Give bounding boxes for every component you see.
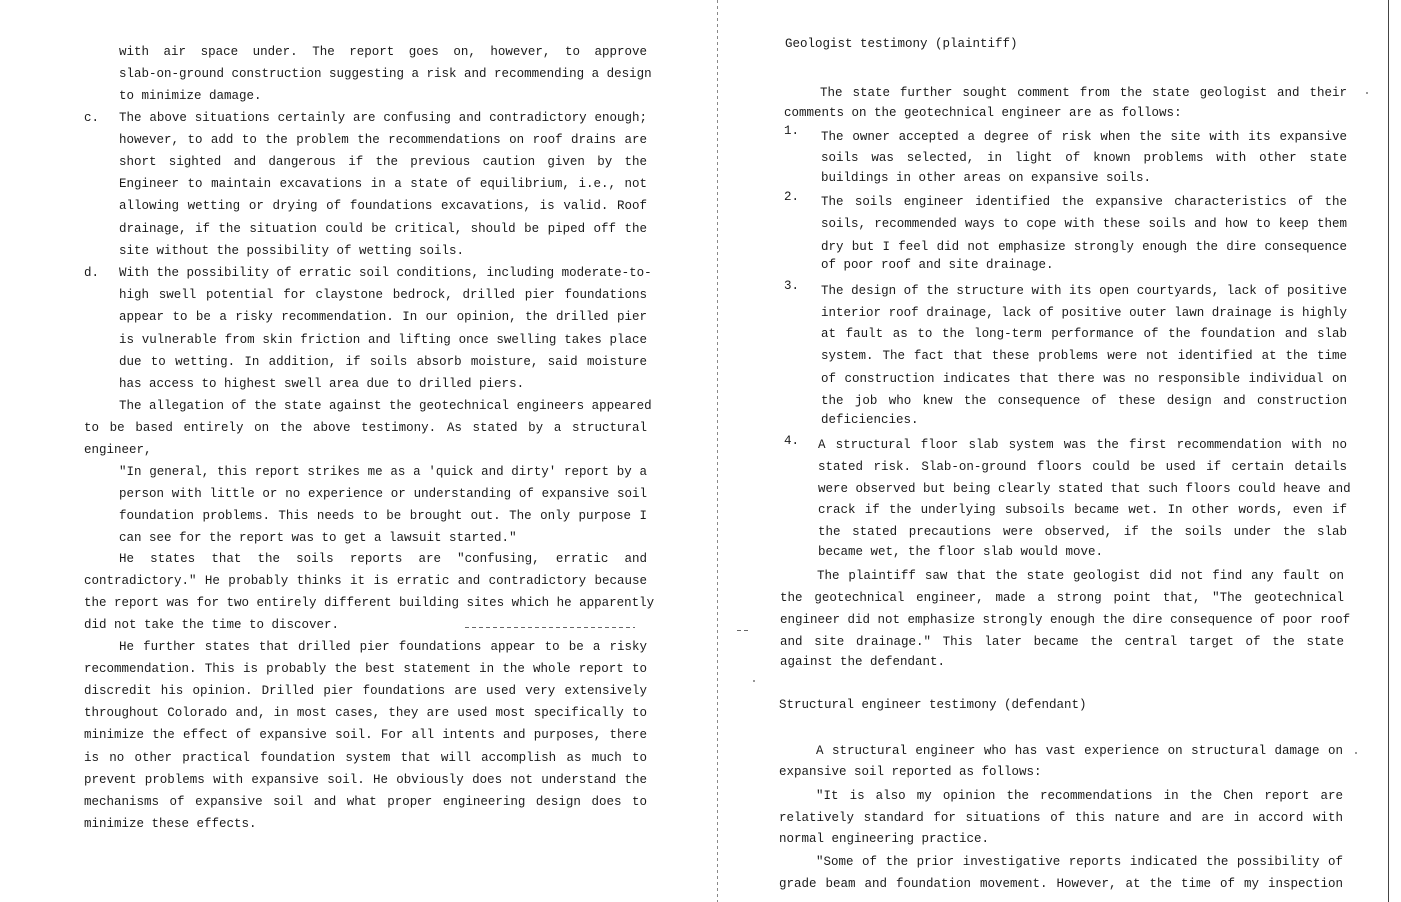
text-line: high swell potential for claystone bedrock, drilled pier foundations <box>119 288 647 302</box>
text-line: allowing wetting or drying of foundations excavations, is valid. Roof <box>119 199 647 213</box>
text-line: the report was for two entirely different building sites which he apparently <box>84 596 655 610</box>
text-line: is vulnerable from skin friction and lifting once swelling takes place <box>119 333 647 347</box>
item-label: c. <box>84 111 100 125</box>
quote-line: foundation problems. This needs to be brought out. The only purpose I <box>119 509 647 523</box>
quote-line: "In general, this report strikes me as a 'quick and dirty' report by a <box>119 465 647 479</box>
text-line: against the defendant. <box>780 655 946 669</box>
text-line: at fault as to the long-term performance of the foundation and slab <box>821 327 1347 341</box>
text-line: The owner accepted a degree of risk when the site with its expansive <box>821 130 1347 144</box>
item-label: 3. <box>784 279 800 293</box>
text-line: The allegation of the state against the geotechnical engineers appeared <box>119 399 652 413</box>
text-line: crack if the underlying subsoils became wet. In other words, even if <box>818 503 1347 517</box>
scan-speck <box>1366 92 1368 94</box>
text-line: with air space under. The report goes on, however, to approve <box>119 45 647 59</box>
quote-line: normal engineering practice. <box>779 832 990 846</box>
text-line: were observed but being clearly stated that such floors could heave and <box>818 482 1351 496</box>
text-line: minimize these effects. <box>84 817 257 831</box>
quote-line: grade beam and foundation movement. However, at the time of my inspection <box>779 877 1343 891</box>
text-line: did not take the time to discover. <box>84 618 340 632</box>
text-line: engineer, <box>84 443 152 457</box>
text-line: Engineer to maintain excavations in a state of equilibrium, i.e., not <box>119 177 647 191</box>
text-line: He states that the soils reports are "confusing, erratic and <box>119 552 647 566</box>
text-line: interior roof drainage, lack of positive outer lawn drainage is highly <box>821 306 1347 320</box>
text-line: appear to be a risky recommendation. In our opinion, the drilled pier <box>119 310 647 324</box>
quote-line: "It is also my opinion the recommendations in the Chen report are <box>816 789 1343 803</box>
scan-speck <box>1355 752 1357 754</box>
quote-line: "Some of the prior investigative reports indicated the possibility of <box>816 855 1343 869</box>
text-line: contradictory." He probably thinks it is erratic and contradictory because <box>84 574 647 588</box>
text-line: deficiencies. <box>821 413 919 427</box>
text-line: however, to add to the problem the recommendations on roof drains are <box>119 133 647 147</box>
text-line: to be based entirely on the above testimony. As stated by a structural <box>84 421 647 435</box>
text-line: the stated precautions were observed, if the soils under the slab <box>818 525 1347 539</box>
text-line: has access to highest swell area due to drilled piers. <box>119 377 525 391</box>
quote-line: person with little or no experience or understanding of expansive soil <box>119 487 647 501</box>
text-line: comments on the geotechnical engineer are as follows: <box>784 106 1182 120</box>
text-line: of poor roof and site drainage. <box>821 258 1054 272</box>
text-line: and site drainage." This later became the central target of the state <box>780 635 1344 649</box>
text-line: due to wetting. In addition, if soils absorb moisture, said moisture <box>119 355 647 369</box>
section-heading-structural: Structural engineer testimony (defendant) <box>779 698 1087 712</box>
item-label: 1. <box>784 124 800 138</box>
text-line: to minimize damage. <box>119 89 262 103</box>
page-gutter <box>717 0 718 902</box>
text-line: dry but I feel did not emphasize strongly enough the dire consequence <box>821 240 1347 254</box>
text-line: short sighted and dangerous if the previous caution given by the <box>119 155 647 169</box>
text-line: soils was selected, in light of known problems with other state <box>821 151 1347 165</box>
text-line: The design of the structure with its open courtyards, lack of positive <box>821 284 1347 298</box>
scan-mark <box>465 627 635 628</box>
text-line: He further states that drilled pier foundations appear to be a risky <box>119 640 647 654</box>
text-line: discredit his opinion. Drilled pier foundations are used very extensively <box>84 684 647 698</box>
text-line: A structural engineer who has vast experience on structural damage on <box>816 744 1343 758</box>
item-label: 4. <box>784 434 800 448</box>
text-line: of construction indicates that there was no responsible individual on <box>821 372 1347 386</box>
text-line: minimize the effect of expansive soil. For all intents and purposes, there <box>84 728 647 742</box>
section-heading-geologist: Geologist testimony (plaintiff) <box>785 37 1018 51</box>
text-line: A structural floor slab system was the first recommendation with no <box>818 438 1347 452</box>
text-line: mechanisms of expansive soil and what proper engineering design does to <box>84 795 647 809</box>
text-line: The state further sought comment from the state geologist and their <box>820 86 1347 100</box>
text-line: prevent problems with expansive soil. He obviously does not understand the <box>84 773 647 787</box>
right-page <box>720 0 1401 902</box>
text-line: recommendation. This is probably the best statement in the whole report to <box>84 662 647 676</box>
text-line: the geotechnical engineer, made a strong point that, "The geotechnical <box>780 591 1344 605</box>
text-line: the job who knew the consequence of these design and construction <box>821 394 1347 408</box>
text-line: engineer did not emphasize strongly enough the dire consequence of poor roof <box>780 613 1351 627</box>
quote-line: relatively standard for situations of this nature and are in accord with <box>779 811 1343 825</box>
text-line: became wet, the floor slab would move. <box>818 545 1104 559</box>
text-line: throughout Colorado and, in most cases, they are used most specifically to <box>84 706 647 720</box>
item-label: d. <box>84 266 100 280</box>
text-line: With the possibility of erratic soil conditions, including moderate-to- <box>119 266 652 280</box>
text-line: stated risk. Slab-on-ground floors could be used if certain details <box>818 460 1347 474</box>
text-line: system. The fact that these problems were not identified at the time <box>821 349 1347 363</box>
quote-line: can see for the report was to get a lawsuit started." <box>119 531 517 545</box>
text-line: drainage, if the situation could be critical, should be piped off the <box>119 222 647 236</box>
text-line: buildings in other areas on expansive soils. <box>821 171 1152 185</box>
text-line: The plaintiff saw that the state geologist did not find any fault on <box>817 569 1344 583</box>
text-line: soils, recommended ways to cope with these soils and how to keep them <box>821 217 1347 231</box>
text-line: site without the possibility of wetting soils. <box>119 244 465 258</box>
text-line: expansive soil reported as follows: <box>779 765 1042 779</box>
text-line: is no other practical foundation system that will accomplish as much to <box>84 751 647 765</box>
text-line: slab-on-ground construction suggesting a risk and recommending a design <box>119 67 652 81</box>
scan-speck <box>753 680 755 682</box>
text-line: The above situations certainly are confusing and contradictory enough; <box>119 111 647 125</box>
item-label: 2. <box>784 190 800 204</box>
text-line: The soils engineer identified the expansive characteristics of the <box>821 195 1347 209</box>
